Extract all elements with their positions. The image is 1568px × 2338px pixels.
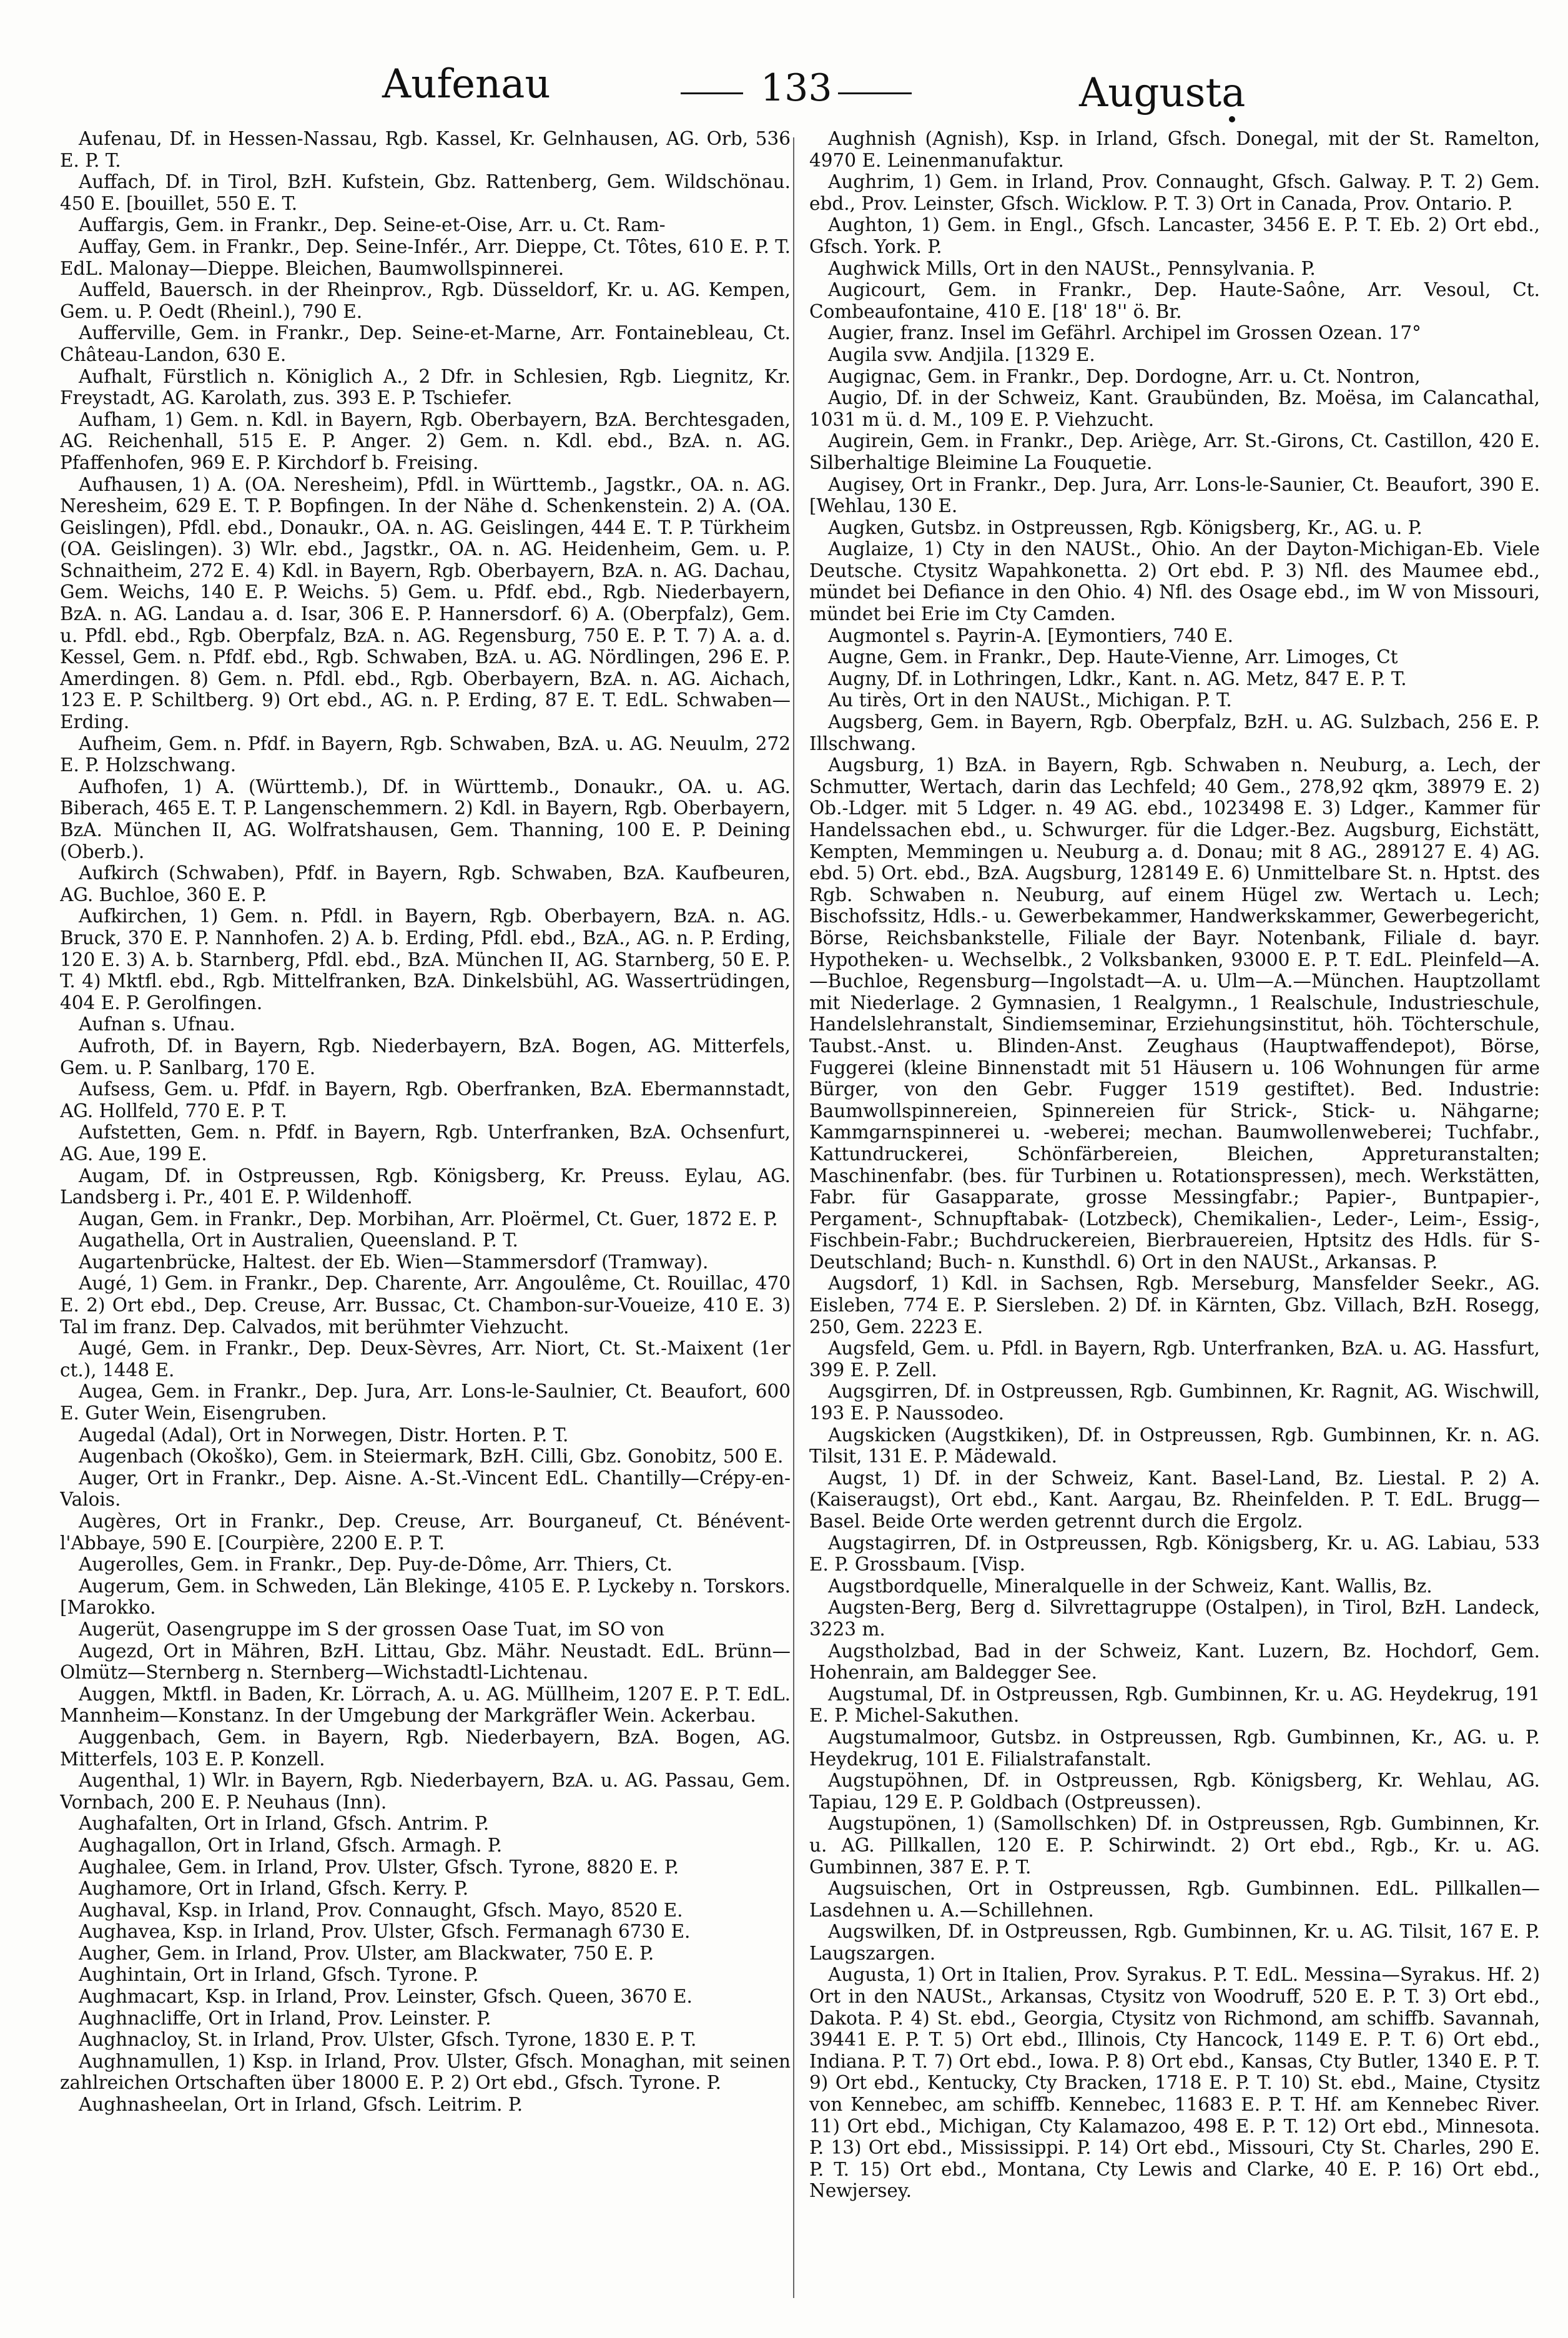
gazetteer-entry: Augsberg, Gem. in Bayern, Rgb. Oberpfalz, BzH. u. AG. Sulzbach, 256 E. P. Illschwang. bbox=[809, 711, 1540, 754]
gazetteer-entry: Auggenbach, Gem. in Bayern, Rgb. Niederbayern, BzA. Bogen, AG. Mitterfels, 103 E. P. Konzell. bbox=[60, 1726, 791, 1770]
page-header bbox=[0, 49, 1568, 136]
gazetteer-entry: Aughaval, Ksp. in Irland, Prov. Connaught, Gfsch. Mayo, 8520 E. bbox=[79, 1899, 683, 1921]
gazetteer-entry: Augstumal, Df. in Ostpreussen, Rgb. Gumbinnen, Kr. u. AG. Heydekrug, 191 E. P. Michel-Sakuthen. bbox=[809, 1683, 1540, 1727]
gazetteer-entry: Augicourt, Gem. in Frankr., Dep. Haute-Saône, Arr. Vesoul, Ct. Combeaufontaine, 410 E. [18' 18'' ö. Br. bbox=[809, 279, 1540, 322]
header-dash-right bbox=[838, 92, 912, 94]
gazetteer-entry: Augstagirren, Df. in Ostpreussen, Rgb. Königsberg, Kr. u. AG. Labiau, 533 E. P. Grossbaum. [Visp. bbox=[809, 1532, 1540, 1576]
gazetteer-entry: Augirein, Gem. in Frankr., Dep. Ariège, Arr. St.-Girons, Ct. Castillon, 420 E. Silberhaltige Bleimine La Fouquetie. bbox=[809, 430, 1540, 473]
gazetteer-entry: Auffeld, Bauersch. in der Rheinprov., Rgb. Düsseldorf, Kr. u. AG. Kempen, Gem. u. P. Oedt (Rheinl.), 790 E. bbox=[60, 279, 791, 322]
gazetteer-entry: Aughnacloy, St. in Irland, Prov. Ulster, Gfsch. Tyrone, 1830 E. P. T. bbox=[79, 2029, 697, 2051]
gazetteer-entry: Augan, Gem. in Frankr., Dep. Morbihan, Arr. Ploërmel, Ct. Guer, 1872 E. P. bbox=[79, 1208, 778, 1230]
right-column bbox=[809, 128, 1540, 2314]
gazetteer-entry: Aughafalten, Ort in Irland, Gfsch. Antrim. P. bbox=[79, 1813, 490, 1835]
gazetteer-entry: Augny, Df. in Lothringen, Ldkr., Kant. n. AG. Metz, 847 E. P. T. bbox=[828, 668, 1407, 689]
gazetteer-entry: Aughwick Mills, Ort in den NAUSt., Pennsylvania. P. bbox=[828, 257, 1316, 279]
gazetteer-entry: Augswilken, Df. in Ostpreussen, Rgb. Gumbinnen, Kr. u. AG. Tilsit, 167 E. P. Laugszargen. bbox=[809, 1921, 1540, 1964]
gazetteer-entry: Aufroth, Df. in Bayern, Rgb. Niederbayern, BzA. Bogen, AG. Mitterfels, Gem. u. P. Sanlbarg, 170 E. bbox=[60, 1035, 791, 1078]
gazetteer-entry: Augignac, Gem. in Frankr., Dep. Dordogne, Arr. u. Ct. Nontron, bbox=[828, 365, 1421, 387]
gazetteer-entry: Augst, 1) Df. in der Schweiz, Kant. Basel-Land, Bz. Liestal. P. 2) A. (Kaiseraugst), Ort ebd., Kant. Aargau, Bz. Rheinfelden. P. T. EdL. Brugg—Basel. Beide Orte werden getrennt durch die Ergolz. bbox=[809, 1467, 1540, 1532]
gazetteer-entry: Augères, Ort in Frankr., Dep. Creuse, Arr. Bourganeuf, Ct. Bénévent-l'Abbaye, 590 E. [Courpière, 2200 E. P. T. bbox=[60, 1511, 791, 1554]
gazetteer-entry: Augstupöhnen, Df. in Ostpreussen, Rgb. Königsberg, Kr. Wehlau, AG. Tapiau, 129 E. P. Goldbach (Ostpreussen). bbox=[809, 1770, 1540, 1813]
gazetteer-entry: Auger, Ort in Frankr., Dep. Aisne. A.-St.-Vincent EdL. Chantilly—Crépy-en-Valois. bbox=[60, 1467, 791, 1511]
gazetteer-entry: Augstbordquelle, Mineralquelle in der Schweiz, Kant. Wallis, Bz. bbox=[828, 1575, 1432, 1597]
gazetteer-entry: Augedal (Adal), Ort in Norwegen, Distr. Horten. P. T. bbox=[79, 1424, 569, 1446]
left-column bbox=[60, 128, 791, 2314]
gazetteer-entry: Aughalee, Gem. in Irland, Prov. Ulster, Gfsch. Tyrone, 8820 E. P. bbox=[79, 1856, 679, 1878]
gazetteer-entry: Aufkirch (Schwaben), Pfdf. in Bayern, Rgb. Schwaben, BzA. Kaufbeuren, AG. Buchloe, 360 E. P. bbox=[60, 862, 791, 905]
gazetteer-entry: Augenbach (Okoško), Gem. in Steiermark, BzH. Cilli, Gbz. Gonobitz, 500 E. bbox=[79, 1446, 784, 1467]
gazetteer-entry: Aufenau, Df. in Hessen-Nassau, Rgb. Kassel, Kr. Gelnhausen, AG. Orb, 536 E. P. T. bbox=[60, 128, 791, 171]
gazetteer-entry: Augé, 1) Gem. in Frankr., Dep. Charente, Arr. Angoulême, Ct. Rouillac, 470 E. 2) Ort ebd., Dep. Creuse, Arr. Bussac, Ct. Chambon-sur-Voueize, 410 E. 3) Tal im franz. Dep. Calvados, mit berühmter Viehzucht. bbox=[60, 1273, 791, 1338]
gazetteer-entry: Augmontel s. Payrin-A. [Eymontiers, 740 E. bbox=[828, 624, 1234, 646]
gazetteer-entry: Aufnan s. Ufnau. bbox=[79, 1014, 235, 1035]
gazetteer-entry: Augila svw. Andjila. [1329 E. bbox=[828, 343, 1095, 365]
gazetteer-entry: Aughrim, 1) Gem. in Irland, Prov. Connaught, Gfsch. Galway. P. T. 2) Gem. ebd., Prov. Leinster, Gfsch. Wicklow. P. T. 3) Ort in Canada, Prov. Ontario. P. bbox=[809, 171, 1540, 214]
gazetteer-entry: Auggen, Mktfl. in Baden, Kr. Lörrach, A. u. AG. Müllheim, 1207 E. P. T. EdL. Mannheim—Konstanz. In der Umgebung der Markgräfler Wein. Ackerbau. bbox=[60, 1683, 791, 1727]
gazetteer-entry: Augne, Gem. in Frankr., Dep. Haute-Vienne, Arr. Limoges, Ct bbox=[828, 646, 1398, 668]
gazetteer-entry: Augier, franz. Insel im Gefährl. Archipel im Grossen Ozean. 17° bbox=[828, 322, 1421, 344]
gazetteer-entry: Aufhalt, Fürstlich n. Königlich A., 2 Dfr. in Schlesien, Rgb. Liegnitz, Kr. Freystadt, AG. Karolath, zus. 393 E. P. Tschiefer. bbox=[60, 365, 791, 409]
gazetteer-entry: Augskicken (Augstkiken), Df. in Ostpreussen, Rgb. Gumbinnen, Kr. n. AG. Tilsit, 131 E. P. Mädewald. bbox=[809, 1424, 1540, 1467]
gazetteer-entry: Aughavea, Ksp. in Irland, Prov. Ulster, Gfsch. Fermanagh 6730 E. bbox=[79, 1921, 691, 1943]
gazetteer-entry: Aughnasheelan, Ort in Irland, Gfsch. Leitrim. P. bbox=[79, 2094, 523, 2116]
gazetteer-entry: Augio, Df. in der Schweiz, Kant. Graubünden, Bz. Moësa, im Calancathal, 1031 m ü. d. M., 109 E. P. Viehzucht. bbox=[809, 387, 1540, 430]
gazetteer-entry: Augerum, Gem. in Schweden, Län Blekinge, 4105 E. P. Lyckeby n. Torskors. [Marokko. bbox=[60, 1575, 791, 1619]
gazetteer-entry: Augsgirren, Df. in Ostpreussen, Rgb. Gumbinnen, Kr. Ragnit, AG. Wischwill, 193 E. P. Naussodeo. bbox=[809, 1381, 1540, 1424]
gazetteer-entry: Augsdorf, 1) Kdl. in Sachsen, Rgb. Merseburg, Mansfelder Seekr., AG. Eisleben, 774 E. P. Siersleben. 2) Df. in Kärnten, Gbz. Villach, BzH. Rosegg, 250, Gem. 2223 E. bbox=[809, 1273, 1540, 1338]
gazetteer-entry: Au tirès, Ort in den NAUSt., Michigan. P. T. bbox=[828, 689, 1232, 711]
gazetteer-entry: Augsuischen, Ort in Ostpreussen, Rgb. Gumbinnen. EdL. Pillkallen—Lasdehnen u. A.—Schillehnen. bbox=[809, 1878, 1540, 1921]
gazetteer-entry: Aughmacart, Ksp. in Irland, Prov. Leinster, Gfsch. Queen, 3670 E. bbox=[79, 1986, 693, 2008]
gazetteer-entry: Aufsess, Gem. u. Pfdf. in Bayern, Rgb. Oberfranken, BzA. Ebermannstadt, AG. Hollfeld, 770 E. P. T. bbox=[60, 1078, 791, 1122]
gazetteer-entry: Aufham, 1) Gem. n. Kdl. in Bayern, Rgb. Oberbayern, BzA. Berchtesgaden, AG. Reichenhall, 515 E. P. Anger. 2) Gem. n. Kdl. ebd., BzA. n. AG. Pfaffenhofen, 969 E. P. Kirchdorf b. Freising. bbox=[60, 408, 791, 473]
gazetteer-entry: Aufheim, Gem. n. Pfdf. in Bayern, Rgb. Schwaben, BzA. u. AG. Neuulm, 272 E. P. Holzschwang. bbox=[60, 732, 791, 776]
gazetteer-entry: Aughnish (Agnish), Ksp. in Irland, Gfsch. Donegal, mit der St. Ramelton, 4970 E. Leinenmanufaktur. bbox=[809, 128, 1540, 171]
gazetteer-entry: Augenthal, 1) Wlr. in Bayern, Rgb. Niederbayern, BzA. u. AG. Passau, Gem. Vornbach, 200 E. P. Neuhaus (Inn). bbox=[60, 1770, 791, 1813]
gazetteer-entry: Augher, Gem. in Irland, Prov. Ulster, am Blackwater, 750 E. P. bbox=[79, 1942, 654, 1964]
header-dash-left bbox=[681, 92, 743, 94]
gazetteer-entry: Augezd, Ort in Mähren, BzH. Littau, Gbz. Mähr. Neustadt. EdL. Brünn—Olmütz—Sternberg n. Sternberg—Wichstadtl-Lichtenau. bbox=[60, 1640, 791, 1684]
gazetteer-entry: Aufhofen, 1) A. (Württemb.), Df. in Württemb., Donaukr., OA. u. AG. Biberach, 465 E. T. P. Langenschemmern. 2) Kdl. in Bayern, Rgb. Oberbayern, BzA. München II, AG. Wolfratshausen, Gem. Thanning, 100 E. P. Deining (Oberb.). bbox=[60, 776, 791, 862]
gazetteer-entry: Auffach, Df. in Tirol, BzH. Kufstein, Gbz. Rattenberg, Gem. Wildschönau. 450 E. [bouillet, 550 E. T. bbox=[60, 171, 791, 214]
gazetteer-entry: Augsten-Berg, Berg d. Silvrettagruppe (Ostalpen), in Tirol, BzH. Landeck, 3223 m. bbox=[809, 1597, 1540, 1640]
gazetteer-entry: Augstholzbad, Bad in der Schweiz, Kant. Luzern, Bz. Hochdorf, Gem. Hohenrain, am Baldegger See. bbox=[809, 1640, 1540, 1684]
gazetteer-entry: Aughamore, Ort in Irland, Gfsch. Kerry. P. bbox=[79, 1878, 469, 1900]
gazetteer-entry: Augisey, Ort in Frankr., Dep. Jura, Arr. Lons-le-Saunier, Ct. Beaufort, 390 E. [Wehlau, 130 E. bbox=[809, 473, 1540, 517]
gazetteer-entry: Auglaize, 1) Cty in den NAUSt., Ohio. An der Dayton-Michigan-Eb. Viele Deutsche. Ctysitz Wapahkonetta. 2) Ort ebd. P. 3) Nfl. des Maumee ebd., mündet bei Defiance in den Ohio. 4) Nfl. des Osage ebd., im W von Missouri, mündet bei Erie im Cty Camden. bbox=[809, 538, 1540, 625]
gazetteer-entry: Aufferville, Gem. in Frankr., Dep. Seine-et-Marne, Arr. Fontainebleau, Ct. Château-Landon, 630 E. bbox=[60, 322, 791, 365]
gazetteer-entry: Auffargis, Gem. in Frankr., Dep. Seine-et-Oise, Arr. u. Ct. Ram- bbox=[79, 214, 666, 236]
running-head-right: Augusta bbox=[1079, 70, 1246, 116]
gazetteer-entry: Augé, Gem. in Frankr., Dep. Deux-Sèvres, Arr. Niort, Ct. St.-Maixent (1er ct.), 1448 E. bbox=[60, 1338, 791, 1381]
gazetteer-entry: Aughton, 1) Gem. in Engl., Gfsch. Lancaster, 3456 E. P. T. Eb. 2) Ort ebd., Gfsch. York. P. bbox=[809, 214, 1540, 257]
gazetteer-entry: Augusta, 1) Ort in Italien, Prov. Syrakus. P. T. EdL. Messina—Syrakus. Hf. 2) Ort in den NAUSt., Arkansas, Ctysitz von Woodruff, 520 E. P. T. 3) Ort ebd., Dakota. P. 4) St. ebd., Georgia, Ctysitz von Richmond, am schiffb. Savannah, 39441 E. P. T. 5) Ort ebd., Illinois, Cty Hancock, 1149 E. P. T. 6) Ort ebd., Indiana. P. T. 7) Ort ebd., Iowa. P. 8) Ort ebd., Kansas, Cty Butler, 1340 E. P. T. 9) Ort ebd., Kentucky, Cty Bracken, 1718 E. P. T. 10) St. ebd., Maine, Ctysitz von Kennebec, am schiffb. Kennebec, 11683 E. P. T. Hf. am Kennebec River. 11) Ort ebd., Michigan, Cty Kalamazoo, 498 E. P. T. 12) Ort ebd., Minnesota. P. 13) Ort ebd., Mississippi. P. 14) Ort ebd., Missouri, Cty St. Charles, 290 E. P. T. 15) Ort ebd., Montana, Cty Lewis and Clarke, 40 E. P. 16) Ort ebd., Newjersey. bbox=[809, 1964, 1540, 2202]
gazetteer-entry: Augartenbrücke, Haltest. der Eb. Wien—Stammersdorf (Tramway). bbox=[79, 1251, 709, 1273]
gazetteer-entry: Aughnamullen, 1) Ksp. in Irland, Prov. Ulster, Gfsch. Monaghan, mit seinen zahlreichen Ortschaften über 18000 E. P. 2) Ort ebd., Gfsch. Tyrone. P. bbox=[60, 2050, 791, 2094]
gazetteer-entry: Aufhausen, 1) A. (OA. Neresheim), Pfdl. in Württemb., Jagstkr., OA. n. AG. Neresheim, 629 E. T. P. Bopfingen. In der Nähe d. Schenkenstein. 2) A. (OA. Geislingen), Pfdl. ebd., Donaukr., OA. n. AG. Geislingen, 444 E. T. P. Türkheim (OA. Geislingen). 3) Wlr. ebd., Jagstkr., OA. n. AG. Heidenheim, Gem. u. P. Schnaitheim, 272 E. 4) Kdl. in Bayern, Rgb. Oberbayern, BzA. n. AG. Dachau, Gem. Weichs, 140 E. P. Weichs. 5) Gem. u. Pfdf. ebd., Rgb. Niederbayern, BzA. n. AG. Landau a. d. Isar, 306 E. P. Hannersdorf. 6) A. (Oberpfalz), Gem. u. Pfdl. ebd., Rgb. Oberpfalz, BzA. n. AG. Regensburg, 750 E. P. T. 7) A. a. d. Kessel, Gem. n. Pfdf. ebd., Rgb. Schwaben, BzA. u. AG. Nördlingen, 296 E. P. Amerdingen. 8) Gem. n. Pfdl. ebd., Rgb. Oberbayern, BzA. n. AG. Aichach, 123 E. P. Schiltberg. 9) Ort ebd., AG. n. P. Erding, 87 E. T. EdL. Schwaben—Erding. bbox=[60, 473, 791, 733]
gazetteer-entry: Augerüt, Oasengruppe im S der grossen Oase Tuat, im SO von bbox=[79, 1618, 664, 1640]
gazetteer-entry: Augstumalmoor, Gutsbz. in Ostpreussen, Rgb. Gumbinnen, Kr., AG. u. P. Heydekrug, 101 E. Filialstrafanstalt. bbox=[809, 1726, 1540, 1770]
gazetteer-entry: Augea, Gem. in Frankr., Dep. Jura, Arr. Lons-le-Saulnier, Ct. Beaufort, 600 E. Guter Wein, Eisengruben. bbox=[60, 1381, 791, 1424]
running-head-left: Aufenau bbox=[382, 61, 551, 107]
gazetteer-entry: Augerolles, Gem. in Frankr., Dep. Puy-de-Dôme, Arr. Thiers, Ct. bbox=[79, 1554, 673, 1576]
gazetteer-entry: Aughnacliffe, Ort in Irland, Prov. Leinster. P. bbox=[79, 2007, 491, 2029]
gazetteer-entry: Augsburg, 1) BzA. in Bayern, Rgb. Schwaben n. Neuburg, a. Lech, der Schmutter, Wertach, darin das Lechfeld; 40 Gem., 278,92 qkm, 38979 E. 2) Ob.-Ldger. mit 5 Ldger. n. 49 AG. ebd., 1023498 E. 3) Ldger., Kammer für Handelssachen ebd., u. Schwurger. für die Ldger.-Bez. Augsburg, Eichstätt, Kempten, Memmingen u. Neuburg a. d. Donau; mit 8 AG., 289127 E. 4) AG. ebd. 5) Ort. ebd., BzA. Augsburg, 128149 E. 6) Unmittelbare St. n. Hptst. des Rgb. Schwaben n. Neuburg, auf einem Hügel zw. Wertach u. Lech; Bischofssitz, Hdls.- u. Gewerbekammer, Handwerkskammer, Gewerbegericht, Börse, Reichsbankstelle, Filiale der Bayr. Notenbank, Filiale d. bayr. Hypotheken- u. Wechselbk., 2 Volksbanken, 93000 E. P. T. EdL. Pleinfeld—A.—Buchloe, Regensburg—Ingolstadt—A. u. Ulm—A.—München. Hauptzollamt mit Niederlage. 2 Gymnasien, 1 Realgymn., 1 Realschule, Industrieschule, Handelslehranstalt, Sindiemseminar, Erziehungsinstitut, höh. Töchterschule, Taubst.-Anst. u. Blinden-Anst. Zeughaus (Hauptwaffendepot), Börse, Fuggerei (kleine Binnenstadt mit 51 Häusern u. 106 Wohnungen für arme Bürger, von den Gebr. Fugger 1519 gestiftet). Bed. Industrie: Baumwollspinnereien, Spinnereien für Strick-, Stick- u. Nähgarne; Kammgarnspinnerei u. -weberei; mechan. Baumwollenweberei; Tuchfabr., Kattundruckerei, Schönfärbereien, Bleichen, Appreturanstalten; Maschinenfabr. (bes. für Turbinen u. Rotationspressen), mech. Werkstätten, Fabr. für Gasapparate, grosse Messingfabr.; Papier-, Buntpapier-, Pergament-, Schnupftabak- (Lotzbeck), Chemikalien-, Leder-, Leim-, Essig-, Fischbein-Fabr.; Buchdruckereien, Bierbrauereien, Hptsitz des Hdls. für S-Deutschland; Buch- n. Kunsthdl. 6) Ort in den NAUSt., Arkansas. P. bbox=[809, 754, 1540, 1273]
column-rule bbox=[793, 137, 794, 2298]
gazetteer-entry: Augken, Gutsbz. in Ostpreussen, Rgb. Königsberg, Kr., AG. u. P. bbox=[828, 516, 1423, 538]
gazetteer-entry: Augathella, Ort in Australien, Queensland. P. T. bbox=[79, 1230, 518, 1251]
header-dot bbox=[1229, 116, 1235, 122]
gazetteer-entry: Aufkirchen, 1) Gem. n. Pfdl. in Bayern, Rgb. Oberbayern, BzA. n. AG. Bruck, 370 E. P. Nannhofen. 2) A. b. Erding, Pfdl. ebd., BzA., AG. n. P. Erding, 120 E. 3) A. b. Starnberg, Pfdl. ebd., BzA. München II, AG. Starnberg, 50 E. P. T. 4) Mktfl. ebd., Rgb. Mittelfranken, BzA. Dinkelsbühl, AG. Wassertrüdingen, 404 E. P. Gerolfingen. bbox=[60, 905, 791, 1014]
gazetteer-entry: Aughagallon, Ort in Irland, Gfsch. Armagh. P. bbox=[79, 1834, 503, 1856]
gazetteer-entry: Aufstetten, Gem. n. Pfdf. in Bayern, Rgb. Unterfranken, BzA. Ochsenfurt, AG. Aue, 199 E. bbox=[60, 1122, 791, 1165]
gazetteer-entry: Augam, Df. in Ostpreussen, Rgb. Königsberg, Kr. Preuss. Eylau, AG. Landsberg i. Pr., 401 E. P. Wildenhoff. bbox=[60, 1165, 791, 1208]
page-number: 133 bbox=[761, 66, 832, 110]
gazetteer-entry: Aughintain, Ort in Irland, Gfsch. Tyrone. P. bbox=[79, 1964, 479, 1986]
gazetteer-entry: Augstupönen, 1) (Samollschken) Df. in Ostpreussen, Rgb. Gumbinnen, Kr. u. AG. Pillkallen, 120 E. P. Schirwindt. 2) Ort ebd., Rgb., Kr. u. AG. Gumbinnen, 387 E. P. T. bbox=[809, 1813, 1540, 1878]
gazetteer-entry: Auffay, Gem. in Frankr., Dep. Seine-Infér., Arr. Dieppe, Ct. Tôtes, 610 E. P. T. EdL. Malonay—Dieppe. Bleichen, Baumwollspinnerei. bbox=[60, 235, 791, 279]
gazetteer-entry: Augsfeld, Gem. u. Pfdl. in Bayern, Rgb. Unterfranken, BzA. u. AG. Hassfurt, 399 E. P. Zell. bbox=[809, 1338, 1540, 1381]
